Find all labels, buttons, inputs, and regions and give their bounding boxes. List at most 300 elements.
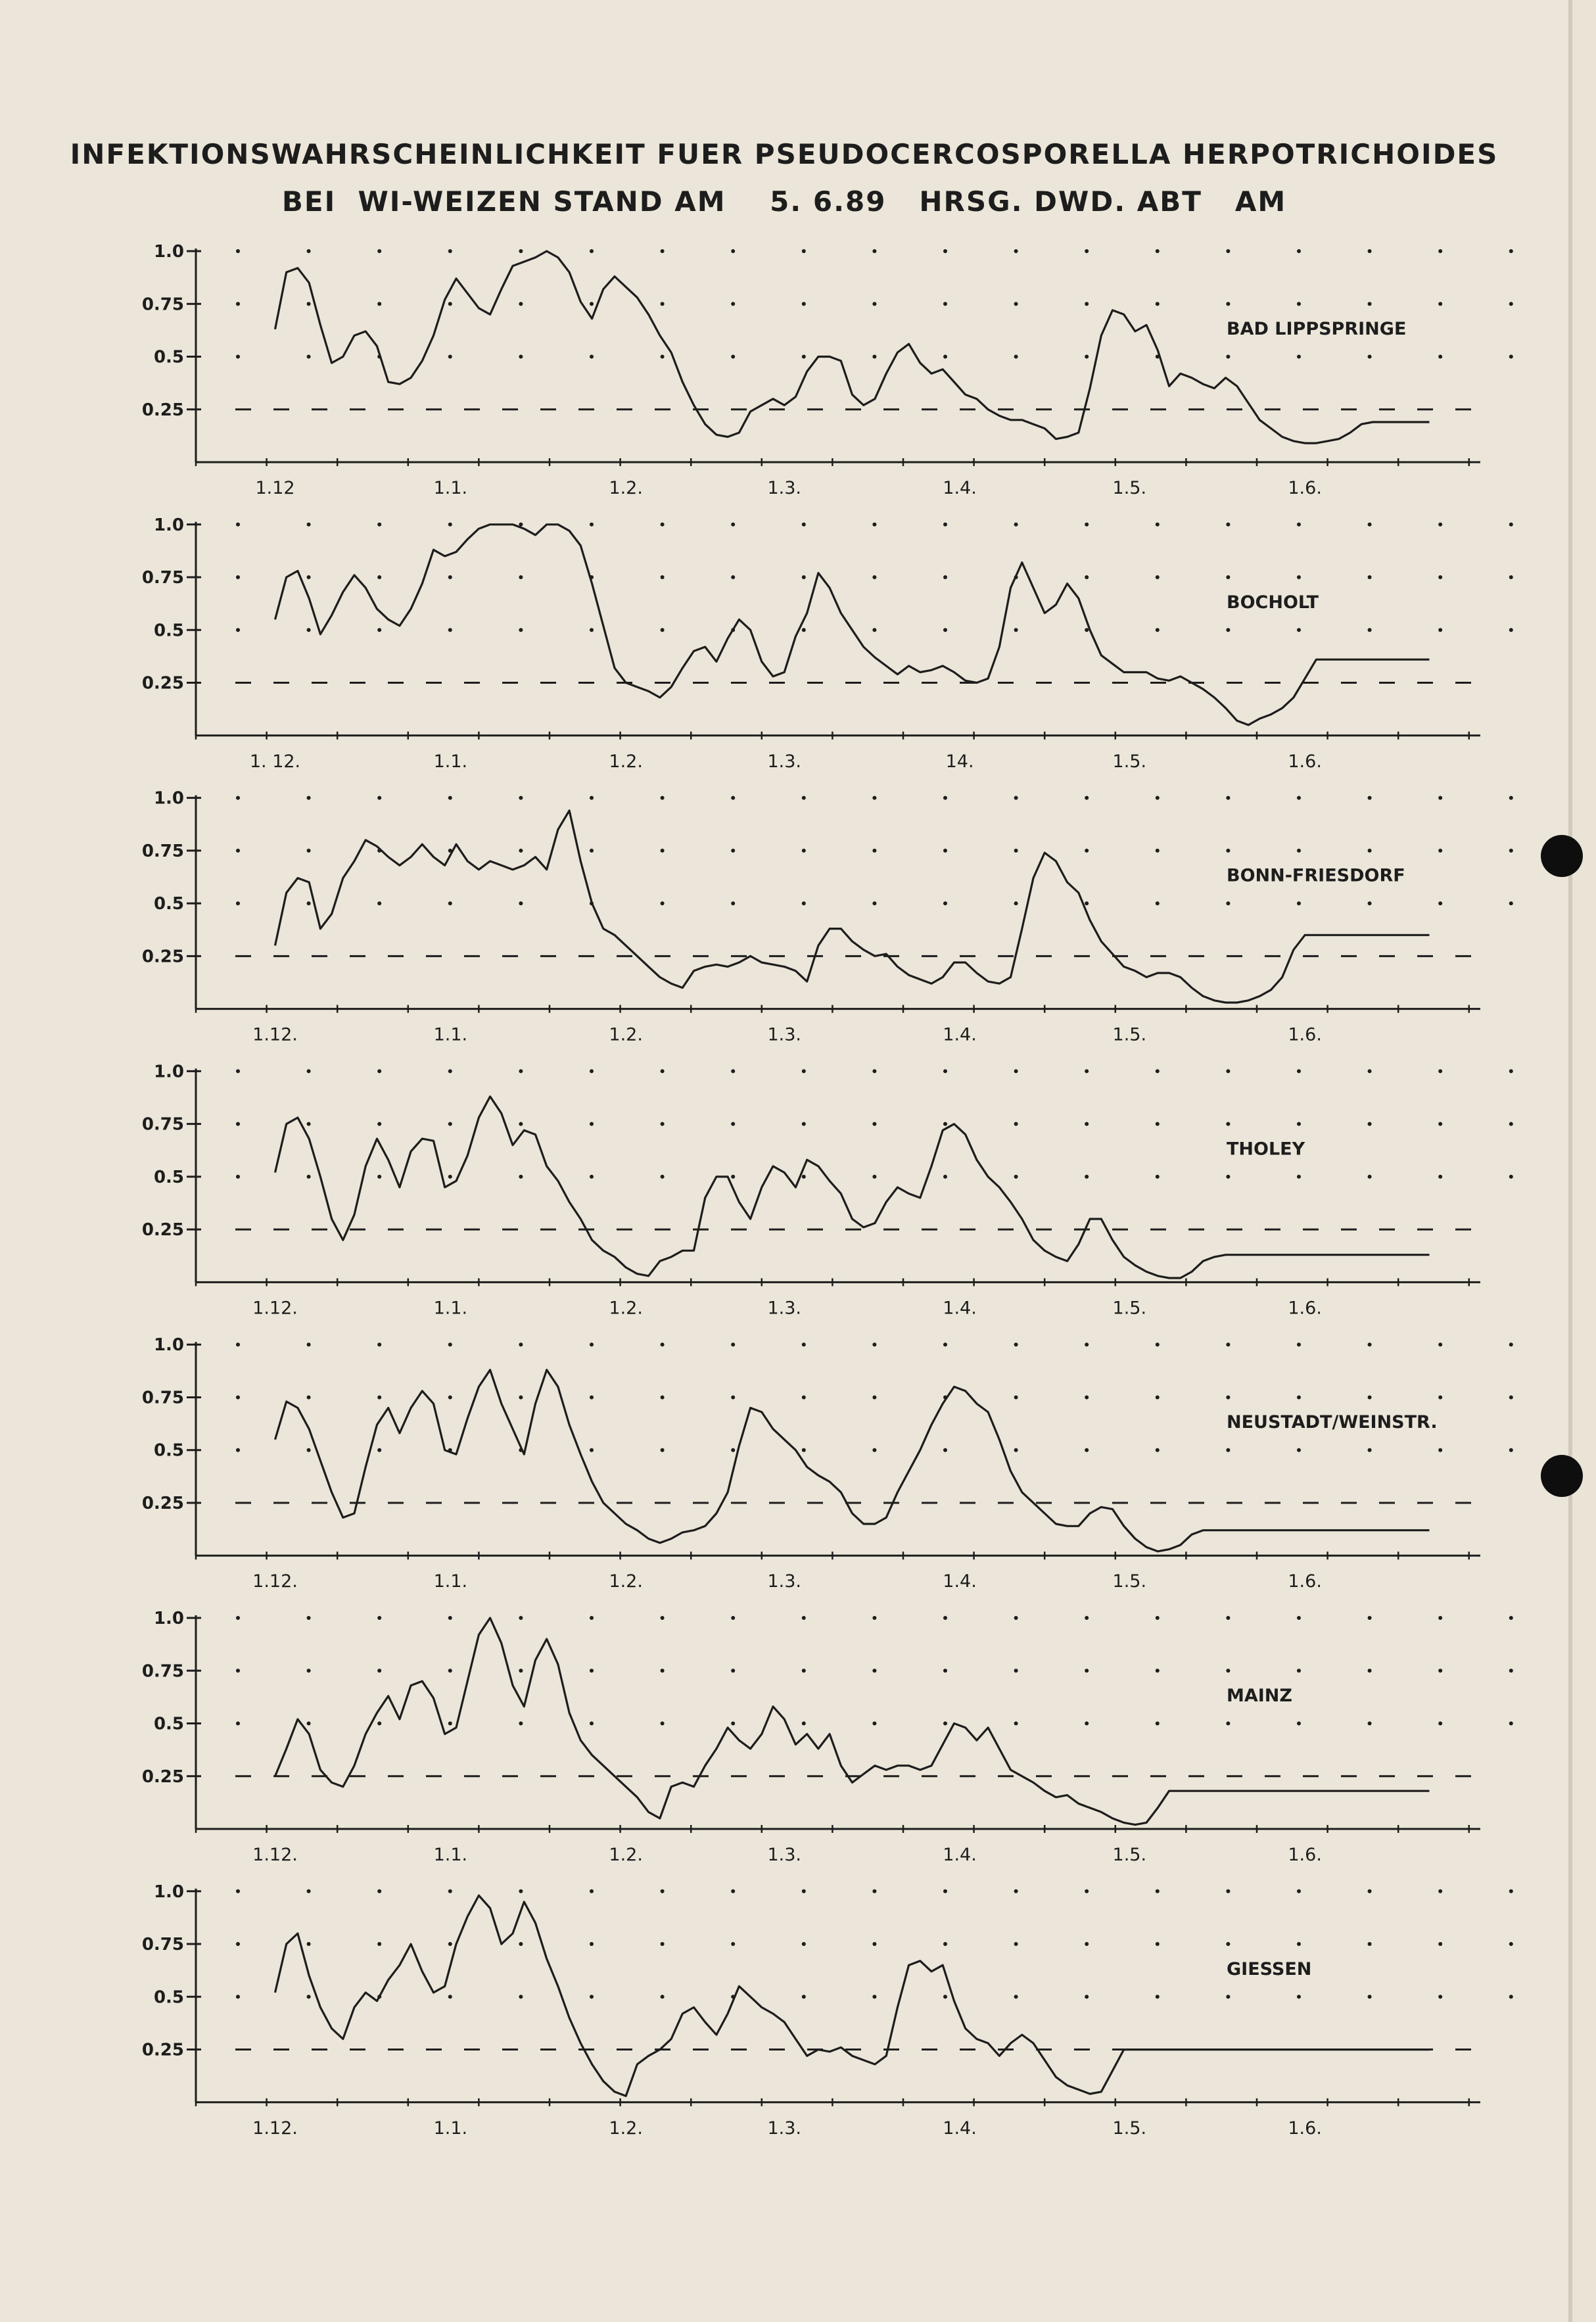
grid-dot bbox=[802, 1995, 806, 1999]
grid-dot bbox=[1297, 901, 1301, 905]
grid-dot bbox=[307, 1395, 311, 1399]
grid-dot bbox=[872, 1069, 876, 1073]
grid-dot bbox=[448, 1669, 452, 1672]
grid-dot bbox=[377, 1722, 381, 1726]
grid-dot bbox=[731, 901, 735, 905]
x-tick-label: 1.1. bbox=[433, 2118, 468, 2139]
grid-dot bbox=[1014, 1995, 1018, 1999]
grid-dot bbox=[590, 1395, 594, 1399]
grid-dot bbox=[1226, 302, 1230, 306]
grid-dot bbox=[1226, 1995, 1230, 1999]
grid-dot bbox=[1368, 1122, 1372, 1126]
grid-dot bbox=[519, 1069, 523, 1073]
grid-dot bbox=[448, 575, 452, 579]
grid-dot bbox=[872, 628, 876, 632]
grid-dot bbox=[802, 901, 806, 905]
grid-dot bbox=[943, 355, 947, 359]
grid-dot bbox=[1085, 1722, 1089, 1726]
grid-dot bbox=[731, 523, 735, 527]
grid-dot bbox=[1156, 1175, 1160, 1179]
grid-dot bbox=[1014, 1122, 1018, 1126]
grid-dot bbox=[1509, 1889, 1513, 1893]
grid-dot bbox=[1014, 355, 1018, 359]
grid-dot bbox=[1297, 1342, 1301, 1346]
grid-dot bbox=[519, 302, 523, 306]
grid-dot bbox=[236, 1616, 240, 1620]
grid-dot bbox=[236, 1342, 240, 1346]
grid-dot bbox=[377, 249, 381, 253]
grid-dot bbox=[1509, 1669, 1513, 1672]
grid-dot bbox=[377, 628, 381, 632]
grid-dot bbox=[802, 1669, 806, 1672]
grid-dot bbox=[590, 1122, 594, 1126]
grid-dot bbox=[731, 796, 735, 800]
grid-dot bbox=[802, 302, 806, 306]
grid-dot bbox=[377, 796, 381, 800]
grid-dot bbox=[872, 1942, 876, 1946]
grid-dot bbox=[1368, 1889, 1372, 1893]
grid-dot bbox=[1368, 1942, 1372, 1946]
grid-dot bbox=[1014, 1942, 1018, 1946]
grid-dot bbox=[1438, 1395, 1442, 1399]
grid-dot bbox=[1438, 849, 1442, 853]
grid-dot bbox=[590, 355, 594, 359]
grid-dot bbox=[802, 1122, 806, 1126]
grid-dot bbox=[448, 1122, 452, 1126]
x-tick-label: 1.3. bbox=[767, 2118, 801, 2139]
x-tick-label: 1.12. bbox=[252, 1571, 298, 1592]
x-tick-label: 1.4. bbox=[943, 1571, 977, 1592]
grid-dot bbox=[1156, 628, 1160, 632]
grid-dot bbox=[590, 1995, 594, 1999]
grid-dot bbox=[661, 1942, 665, 1946]
x-tick-label: 1.2. bbox=[609, 478, 643, 498]
y-tick-label: 0.75 bbox=[141, 841, 184, 861]
x-tick-label: 1.12. bbox=[252, 2118, 298, 2139]
grid-dot bbox=[802, 1448, 806, 1452]
grid-dot bbox=[1368, 575, 1372, 579]
grid-dot bbox=[802, 628, 806, 632]
x-tick-label: 1.2. bbox=[609, 1845, 643, 1865]
x-tick-label: 1.5. bbox=[1112, 751, 1147, 772]
grid-dot bbox=[307, 523, 311, 527]
grid-dot bbox=[731, 355, 735, 359]
x-tick-label: 1.5. bbox=[1112, 1024, 1147, 1045]
grid-dot bbox=[1297, 1175, 1301, 1179]
grid-dot bbox=[1085, 849, 1089, 853]
grid-dot bbox=[1438, 302, 1442, 306]
grid-dot bbox=[1297, 1942, 1301, 1946]
chart-title-line-1: INFEKTIONSWAHRSCHEINLICHKEIT FUER PSEUDOCERCOSPORELLA HERPOTRICHOIDES bbox=[70, 138, 1499, 170]
grid-dot bbox=[448, 1942, 452, 1946]
grid-dot bbox=[1438, 1448, 1442, 1452]
grid-dot bbox=[872, 1616, 876, 1620]
grid-dot bbox=[1226, 1342, 1230, 1346]
grid-dot bbox=[1014, 1175, 1018, 1179]
grid-dot bbox=[1085, 1342, 1089, 1346]
grid-dot bbox=[731, 1616, 735, 1620]
x-tick-label: 1.5. bbox=[1112, 1845, 1147, 1865]
grid-dot bbox=[1226, 901, 1230, 905]
grid-dot bbox=[1156, 1395, 1160, 1399]
grid-dot bbox=[377, 302, 381, 306]
y-tick-label: 0.25 bbox=[141, 2040, 184, 2060]
panel-4 bbox=[142, 1062, 1513, 1318]
grid-dot bbox=[590, 1342, 594, 1346]
y-tick-label: 0.75 bbox=[141, 1388, 184, 1408]
grid-dot bbox=[1297, 1669, 1301, 1672]
grid-dot bbox=[872, 249, 876, 253]
grid-dot bbox=[943, 1342, 947, 1346]
grid-dot bbox=[1297, 849, 1301, 853]
grid-dot bbox=[307, 355, 311, 359]
grid-dot bbox=[1014, 1616, 1018, 1620]
grid-dot bbox=[1509, 1995, 1513, 1999]
grid-dot bbox=[307, 1942, 311, 1946]
grid-dot bbox=[872, 1395, 876, 1399]
grid-dot bbox=[590, 249, 594, 253]
grid-dot bbox=[1509, 1722, 1513, 1726]
x-tick-label: 1.6. bbox=[1288, 478, 1322, 498]
x-tick-label: 1.1. bbox=[433, 751, 468, 772]
grid-dot bbox=[1438, 355, 1442, 359]
grid-dot bbox=[1297, 1889, 1301, 1893]
grid-dot bbox=[1438, 796, 1442, 800]
grid-dot bbox=[872, 849, 876, 853]
grid-dot bbox=[731, 849, 735, 853]
grid-dot bbox=[519, 628, 523, 632]
panel-2 bbox=[142, 515, 1513, 772]
grid-dot bbox=[590, 1175, 594, 1179]
grid-dot bbox=[872, 575, 876, 579]
grid-dot bbox=[1509, 901, 1513, 905]
grid-dot bbox=[661, 1889, 665, 1893]
grid-dot bbox=[1368, 1995, 1372, 1999]
grid-dot bbox=[1156, 849, 1160, 853]
grid-dot bbox=[590, 302, 594, 306]
grid-dot bbox=[1226, 1069, 1230, 1073]
grid-dot bbox=[307, 302, 311, 306]
grid-dot bbox=[731, 1395, 735, 1399]
grid-dot bbox=[1368, 1616, 1372, 1620]
grid-dot bbox=[1509, 1395, 1513, 1399]
grid-dot bbox=[872, 1122, 876, 1126]
grid-dot bbox=[661, 1069, 665, 1073]
grid-dot bbox=[1368, 1669, 1372, 1672]
y-tick-label: 0.75 bbox=[141, 1114, 184, 1135]
grid-dot bbox=[236, 523, 240, 527]
chart-title-line-2: BEI WI-WEIZEN STAND AM 5. 6.89 HRSG. DWD. ABT AM bbox=[281, 185, 1287, 218]
grid-dot bbox=[802, 523, 806, 527]
grid-dot bbox=[872, 1889, 876, 1893]
grid-dot bbox=[943, 302, 947, 306]
series-line bbox=[275, 525, 1430, 725]
grid-dot bbox=[1014, 249, 1018, 253]
grid-dot bbox=[236, 849, 240, 853]
grid-dot bbox=[1014, 849, 1018, 853]
grid-dot bbox=[1297, 1069, 1301, 1073]
x-tick-label: 1.6. bbox=[1288, 1024, 1322, 1045]
grid-dot bbox=[377, 1942, 381, 1946]
grid-dot bbox=[1368, 1722, 1372, 1726]
station-label: NEUSTADT/WEINSTR. bbox=[1227, 1412, 1438, 1433]
grid-dot bbox=[1156, 901, 1160, 905]
grid-dot bbox=[307, 249, 311, 253]
x-tick-label: 1.5. bbox=[1112, 1571, 1147, 1592]
grid-dot bbox=[1438, 1889, 1442, 1893]
grid-dot bbox=[1438, 1175, 1442, 1179]
grid-dot bbox=[236, 355, 240, 359]
grid-dot bbox=[872, 901, 876, 905]
grid-dot bbox=[1509, 523, 1513, 527]
grid-dot bbox=[1085, 1448, 1089, 1452]
x-tick-label: 1.1. bbox=[433, 1024, 468, 1045]
series-line bbox=[275, 251, 1430, 443]
grid-dot bbox=[943, 575, 947, 579]
grid-dot bbox=[943, 1122, 947, 1126]
y-tick-label: 0.5 bbox=[153, 1714, 184, 1734]
grid-dot bbox=[1156, 1942, 1160, 1946]
panel-6 bbox=[142, 1609, 1513, 1865]
grid-dot bbox=[236, 1942, 240, 1946]
grid-dot bbox=[1297, 575, 1301, 579]
grid-dot bbox=[519, 849, 523, 853]
grid-dot bbox=[1226, 1395, 1230, 1399]
grid-dot bbox=[802, 1069, 806, 1073]
grid-dot bbox=[1014, 1722, 1018, 1726]
grid-dot bbox=[1509, 249, 1513, 253]
grid-dot bbox=[1014, 1395, 1018, 1399]
grid-dot bbox=[943, 1942, 947, 1946]
y-tick-label: 0.75 bbox=[141, 295, 184, 315]
x-tick-label: 1.4. bbox=[943, 1024, 977, 1045]
grid-dot bbox=[661, 796, 665, 800]
y-tick-label: 1.0 bbox=[153, 1882, 184, 1902]
grid-dot bbox=[1226, 575, 1230, 579]
grid-dot bbox=[661, 628, 665, 632]
grid-dot bbox=[802, 1395, 806, 1399]
grid-dot bbox=[731, 1175, 735, 1179]
grid-dot bbox=[236, 1175, 240, 1179]
x-tick-label: 1.12. bbox=[252, 1024, 298, 1045]
grid-dot bbox=[943, 1889, 947, 1893]
grid-dot bbox=[872, 1995, 876, 1999]
grid-dot bbox=[519, 1122, 523, 1126]
grid-dot bbox=[448, 1616, 452, 1620]
y-tick-label: 1.0 bbox=[153, 242, 184, 262]
grid-dot bbox=[519, 1669, 523, 1672]
grid-dot bbox=[1509, 1942, 1513, 1946]
grid-dot bbox=[1156, 523, 1160, 527]
grid-dot bbox=[1438, 523, 1442, 527]
grid-dot bbox=[448, 1175, 452, 1179]
grid-dot bbox=[377, 1669, 381, 1672]
y-tick-label: 0.5 bbox=[153, 621, 184, 641]
x-tick-label: 1.3. bbox=[767, 1845, 801, 1865]
grid-dot bbox=[731, 1889, 735, 1893]
grid-dot bbox=[1014, 1448, 1018, 1452]
grid-dot bbox=[307, 849, 311, 853]
grid-dot bbox=[590, 1069, 594, 1073]
grid-dot bbox=[1014, 1342, 1018, 1346]
grid-dot bbox=[236, 1448, 240, 1452]
grid-dot bbox=[236, 901, 240, 905]
grid-dot bbox=[519, 1889, 523, 1893]
grid-dot bbox=[872, 302, 876, 306]
grid-dot bbox=[519, 1616, 523, 1620]
grid-dot bbox=[1438, 1995, 1442, 1999]
y-tick-label: 0.75 bbox=[141, 1935, 184, 1955]
grid-dot bbox=[1368, 628, 1372, 632]
grid-dot bbox=[1085, 1616, 1089, 1620]
grid-dot bbox=[802, 796, 806, 800]
grid-dot bbox=[1156, 249, 1160, 253]
y-tick-label: 1.0 bbox=[153, 1335, 184, 1356]
x-tick-label: 1.4. bbox=[943, 2118, 977, 2139]
grid-dot bbox=[731, 1069, 735, 1073]
grid-dot bbox=[1226, 1942, 1230, 1946]
grid-dot bbox=[307, 901, 311, 905]
grid-dot bbox=[377, 1122, 381, 1126]
grid-dot bbox=[1156, 1722, 1160, 1726]
grid-dot bbox=[731, 1122, 735, 1126]
grid-dot bbox=[1438, 901, 1442, 905]
grid-dot bbox=[1014, 523, 1018, 527]
grid-dot bbox=[236, 1722, 240, 1726]
grid-dot bbox=[661, 1669, 665, 1672]
y-tick-label: 0.25 bbox=[141, 1220, 184, 1241]
grid-dot bbox=[590, 1669, 594, 1672]
grid-dot bbox=[1156, 1669, 1160, 1672]
grid-dot bbox=[377, 901, 381, 905]
x-tick-label: 1.2. bbox=[609, 751, 643, 772]
x-tick-label: 1.1. bbox=[433, 1298, 468, 1319]
grid-dot bbox=[872, 1448, 876, 1452]
x-tick-label: 1. 12. bbox=[249, 751, 301, 772]
station-label: BONN-FRIESDORF bbox=[1227, 865, 1405, 886]
grid-dot bbox=[1226, 249, 1230, 253]
grid-dot bbox=[1297, 1616, 1301, 1620]
grid-dot bbox=[307, 628, 311, 632]
grid-dot bbox=[872, 1669, 876, 1672]
grid-dot bbox=[1297, 1448, 1301, 1452]
grid-dot bbox=[802, 1889, 806, 1893]
grid-dot bbox=[872, 1342, 876, 1346]
grid-dot bbox=[661, 1395, 665, 1399]
grid-dot bbox=[802, 1942, 806, 1946]
y-tick-label: 0.75 bbox=[141, 1661, 184, 1682]
grid-dot bbox=[1438, 628, 1442, 632]
grid-dot bbox=[519, 796, 523, 800]
grid-dot bbox=[1085, 1175, 1089, 1179]
grid-dot bbox=[802, 1616, 806, 1620]
grid-dot bbox=[519, 355, 523, 359]
x-tick-label: 1.1. bbox=[433, 1845, 468, 1865]
grid-dot bbox=[448, 1889, 452, 1893]
x-tick-label: 1.5. bbox=[1112, 478, 1147, 498]
grid-dot bbox=[1368, 1342, 1372, 1346]
grid-dot bbox=[1368, 1175, 1372, 1179]
grid-dot bbox=[1085, 249, 1089, 253]
grid-dot bbox=[377, 1069, 381, 1073]
grid-dot bbox=[448, 1395, 452, 1399]
grid-dot bbox=[590, 1889, 594, 1893]
grid-dot bbox=[1226, 1175, 1230, 1179]
grid-dot bbox=[1085, 1889, 1089, 1893]
grid-dot bbox=[448, 901, 452, 905]
grid-dot bbox=[448, 1722, 452, 1726]
grid-dot bbox=[731, 302, 735, 306]
grid-dot bbox=[1297, 249, 1301, 253]
grid-dot bbox=[307, 1069, 311, 1073]
grid-dot bbox=[519, 1995, 523, 1999]
grid-dot bbox=[1085, 1942, 1089, 1946]
y-tick-label: 1.0 bbox=[153, 788, 184, 809]
grid-dot bbox=[731, 1722, 735, 1726]
grid-dot bbox=[802, 249, 806, 253]
y-tick-label: 0.5 bbox=[153, 1167, 184, 1187]
grid-dot bbox=[448, 249, 452, 253]
y-tick-label: 0.5 bbox=[153, 1987, 184, 2008]
grid-dot bbox=[1085, 302, 1089, 306]
grid-dot bbox=[1226, 849, 1230, 853]
y-tick-label: 1.0 bbox=[153, 1062, 184, 1082]
grid-dot bbox=[377, 1395, 381, 1399]
grid-dot bbox=[1226, 355, 1230, 359]
x-tick-label: 1.2. bbox=[609, 1298, 643, 1319]
grid-dot bbox=[1297, 1995, 1301, 1999]
grid-dot bbox=[731, 1942, 735, 1946]
grid-dot bbox=[943, 628, 947, 632]
grid-dot bbox=[1156, 1448, 1160, 1452]
y-tick-label: 0.5 bbox=[153, 347, 184, 367]
grid-dot bbox=[236, 1995, 240, 1999]
grid-dot bbox=[661, 849, 665, 853]
grid-dot bbox=[1297, 1122, 1301, 1126]
grid-dot bbox=[236, 1889, 240, 1893]
grid-dot bbox=[872, 1722, 876, 1726]
grid-dot bbox=[1297, 628, 1301, 632]
grid-dot bbox=[236, 628, 240, 632]
y-tick-label: 0.25 bbox=[141, 1766, 184, 1787]
grid-dot bbox=[661, 1448, 665, 1452]
grid-dot bbox=[661, 575, 665, 579]
grid-dot bbox=[236, 796, 240, 800]
x-tick-label: 1.3. bbox=[767, 1024, 801, 1045]
grid-dot bbox=[590, 1722, 594, 1726]
grid-dot bbox=[590, 1942, 594, 1946]
grid-dot bbox=[802, 1342, 806, 1346]
grid-dot bbox=[1297, 1395, 1301, 1399]
grid-dot bbox=[1297, 355, 1301, 359]
x-tick-label: 1.2. bbox=[609, 1024, 643, 1045]
grid-dot bbox=[1014, 1069, 1018, 1073]
y-tick-label: 0.5 bbox=[153, 1440, 184, 1461]
grid-dot bbox=[1226, 1122, 1230, 1126]
grid-dot bbox=[377, 1616, 381, 1620]
grid-dot bbox=[872, 355, 876, 359]
y-tick-label: 0.25 bbox=[141, 400, 184, 420]
grid-dot bbox=[1368, 355, 1372, 359]
grid-dot bbox=[1085, 901, 1089, 905]
grid-dot bbox=[448, 628, 452, 632]
grid-dot bbox=[307, 1669, 311, 1672]
grid-dot bbox=[1226, 796, 1230, 800]
grid-dot bbox=[802, 575, 806, 579]
grid-dot bbox=[1156, 575, 1160, 579]
x-tick-label: 1.6. bbox=[1288, 1845, 1322, 1865]
grid-dot bbox=[519, 1175, 523, 1179]
